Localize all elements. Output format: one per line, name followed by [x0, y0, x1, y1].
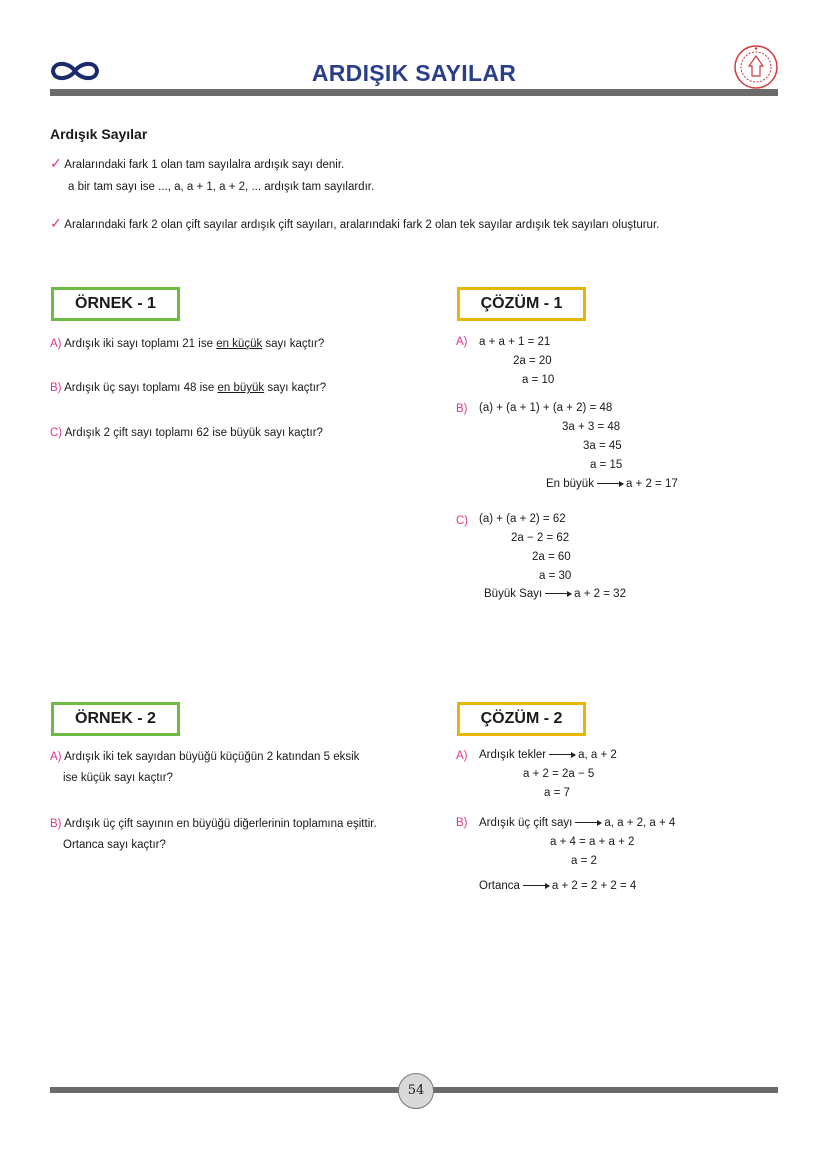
- solution-2-label-b: B): [456, 817, 468, 829]
- solution-2-a-line-2: a + 2 = 2a − 5: [523, 768, 595, 780]
- example-2-question-b: B) Ardışık üç çift sayının en büyüğü diğerlerinin toplamına eşittir.: [50, 818, 377, 830]
- solution-1-b-line-1: (a) + (a + 1) + (a + 2) = 48: [479, 402, 613, 414]
- example-1-question-a: A) Ardışık iki sayı toplamı 21 ise en küçük sayı kaçtır?: [50, 338, 325, 350]
- solution-2-b-line-3: a = 2: [571, 855, 597, 867]
- footer-bar-right: [430, 1087, 778, 1093]
- bullet-2: [50, 215, 780, 232]
- section-heading: Ardışık Sayılar: [50, 126, 148, 142]
- example-1-question-c: C) Ardışık 2 çift sayı toplamı 62 ise büyük sayı kaçtır?: [50, 427, 323, 439]
- solution-1-title: ÇÖZÜM - 1: [457, 287, 586, 321]
- bullet-1-line-2: a bir tam sayı ise ..., a, a + 1, a + 2, ... ardışık tam sayılardır.: [68, 181, 375, 193]
- footer-bar-left: [50, 1087, 400, 1093]
- solution-2-label-a: A): [456, 750, 468, 762]
- solution-2-b-line-1: Ardışık üç çift sayı a, a + 2, a + 4: [479, 817, 676, 829]
- right-arrow-icon: [597, 483, 623, 484]
- solution-2-title: ÇÖZÜM - 2: [457, 702, 586, 736]
- example-2-title: ÖRNEK - 2: [51, 702, 180, 736]
- example-2-question-a: A) Ardışık iki tek sayıdan büyüğü küçüğün 2 katından 5 eksik: [50, 751, 360, 763]
- bullet-2-text: Aralarındaki fark 2 olan çift sayılar ardışık çift sayıları, aralarındaki fark 2 olan tek sayılar ardışık tek sayıları oluşturur.: [64, 219, 660, 231]
- solution-2-b-line-4: Ortanca a + 2 = 2 + 2 = 4: [479, 880, 637, 892]
- checkmark-icon: ✓: [50, 215, 62, 231]
- example-1-question-b: B) Ardışık üç sayı toplamı 48 ise en büyük sayı kaçtır?: [50, 382, 327, 394]
- solution-1-c-line-4: a = 30: [539, 570, 572, 582]
- bullet-1-line-1: Aralarındaki fark 1 olan tam sayılalra ardışık sayı denir.: [64, 159, 345, 171]
- solution-1-a-line-3: a = 10: [522, 374, 555, 386]
- solution-1-c-line-1: (a) + (a + 2) = 62: [479, 513, 566, 525]
- solution-1-a-line-1: a + a + 1 = 21: [479, 336, 551, 348]
- solution-1-b-line-2: 3a + 3 = 48: [562, 421, 621, 433]
- solution-1-b-line-4: a = 15: [590, 459, 623, 471]
- solution-1-label-c: C): [456, 515, 469, 527]
- bullet-1: [50, 155, 344, 172]
- right-arrow-icon: [575, 822, 601, 823]
- solution-1-b-line-3: 3a = 45: [583, 440, 622, 452]
- ministry-seal-icon: [733, 44, 779, 95]
- example-2-question-b-line-2: Ortanca sayı kaçtır?: [63, 839, 166, 851]
- right-arrow-icon: [549, 754, 575, 755]
- solution-1-a-line-2: 2a = 20: [513, 355, 552, 367]
- example-1-title: ÖRNEK - 1: [51, 287, 180, 321]
- solution-1-label-b: B): [456, 403, 468, 415]
- solution-1-c-line-2: 2a − 2 = 62: [511, 532, 570, 544]
- solution-1-c-line-3: 2a = 60: [532, 551, 571, 563]
- solution-1-label-a: A): [456, 336, 468, 348]
- solution-2-a-line-1: Ardışık tekler a, a + 2: [479, 749, 617, 761]
- header-divider: [50, 89, 778, 96]
- solution-2-a-line-3: a = 7: [544, 787, 570, 799]
- page-number: 54: [398, 1073, 434, 1109]
- checkmark-icon: ✓: [50, 155, 62, 171]
- page-title: ARDIŞIK SAYILAR: [311, 60, 517, 86]
- right-arrow-icon: [523, 885, 549, 886]
- solution-2-b-line-2: a + 4 = a + a + 2: [550, 836, 635, 848]
- solution-1-c-line-5: Büyük Sayı a + 2 = 32: [484, 588, 626, 600]
- solution-1-b-line-5: En büyük a + 2 = 17: [546, 478, 678, 490]
- example-2-question-a-line-2: ise küçük sayı kaçtır?: [63, 772, 173, 784]
- right-arrow-icon: [545, 593, 571, 594]
